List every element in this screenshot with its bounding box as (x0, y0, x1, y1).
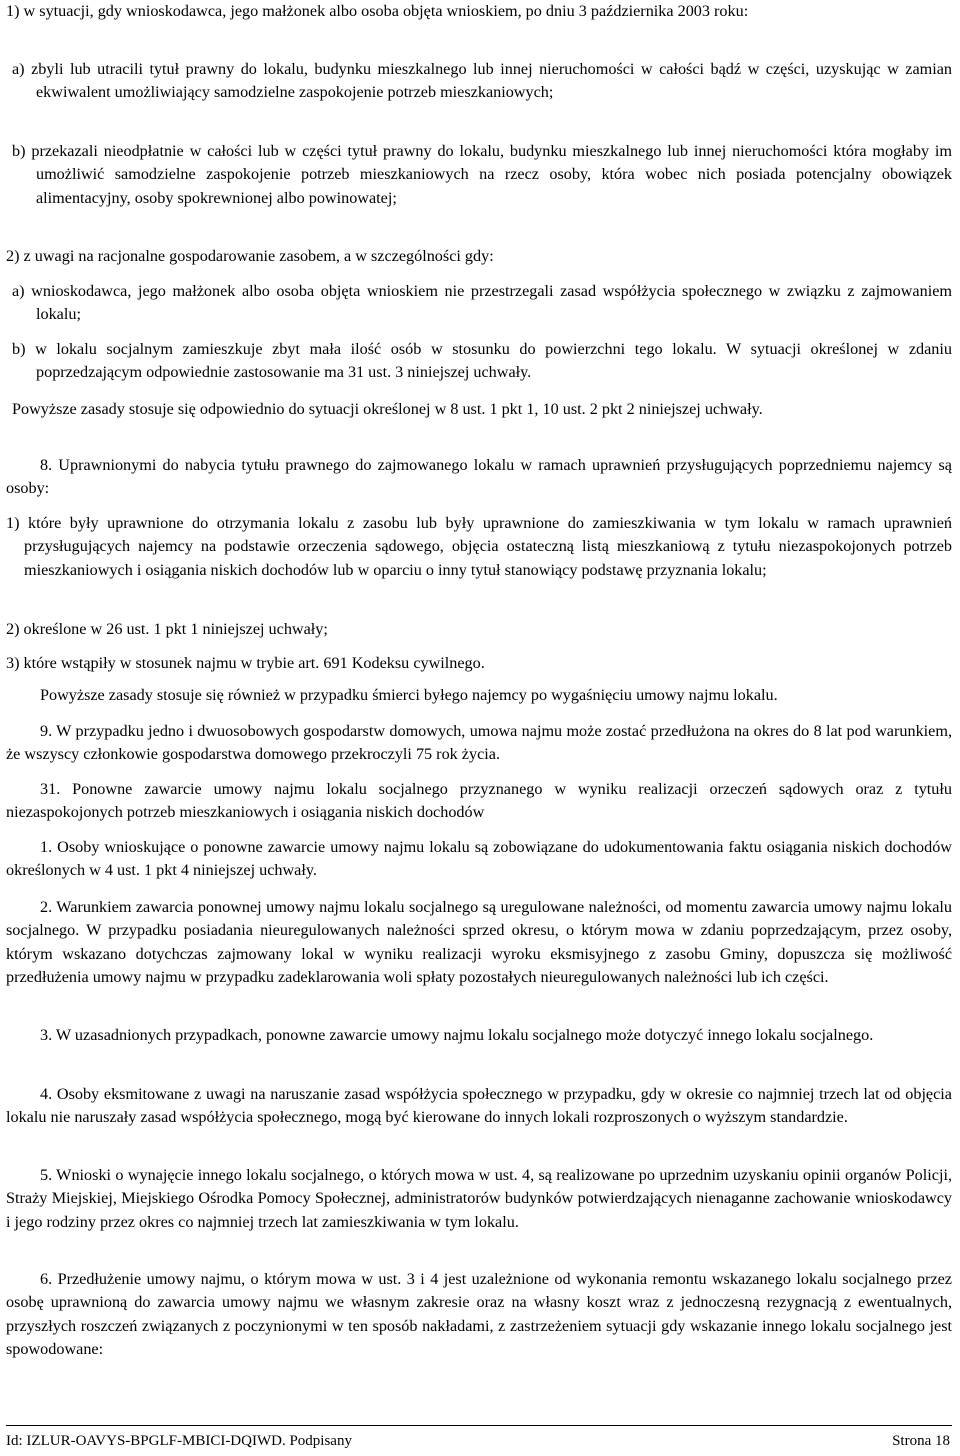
paragraph: Powyższe zasady stosuje się również w przypadku śmierci byłego najemcy po wygaśnięciu umowy najmu lokalu. (40, 686, 778, 704)
paragraph: 8. Uprawnionymi do nabycia tytułu prawnego do zajmowanego lokalu w ramach uprawnień przysługujących poprzedniemu najemcy są osoby: (6, 456, 952, 498)
paragraph: a) wnioskodawca, jego małżonek albo osoba objęta wnioskiem nie przestrzegali zasad współżycia społecznego w związku z zajmowaniem lokalu; (12, 282, 952, 324)
paragraph: Powyższe zasady stosuje się odpowiednio do sytuacji określonej w 8 ust. 1 pkt 1, 10 ust. 2 pkt 2 niniejszej uchwały. (12, 400, 763, 418)
paragraph: 2) określone w 26 ust. 1 pkt 1 niniejszej uchwały; (6, 620, 328, 638)
paragraph: 2. Warunkiem zawarcia ponownej umowy najmu lokalu socjalnego są uregulowane należności, od momentu zawarcia umowy najmu lokalu socjalnego. W przypadku posiadania nieuregulowanych należności sprzed okresu, o którym mowa w zdaniu poprzedzającym, przez osoby, którym wskazano dotychczas zajmowany lokal w wyniku realizacji wyroku eksmisyjnego z zasobu Gminy, dopuszcza się możliwość przedłużenia umowy najmu w przypadku zadeklarowania woli spłaty pozostałych nieuregulowanych należności lub ich części. (6, 898, 952, 987)
paragraph: 2) z uwagi na racjonalne gospodarowanie zasobem, a w szczególności gdy: (6, 247, 494, 265)
paragraph: b) przekazali nieodpłatnie w całości lub w części tytuł prawny do lokalu, budynku mieszkalnego lub innej nieruchomości która mogłaby im umożliwić samodzielne zaspokojenie potrzeb mieszkaniowych na rzecz osoby, która wobec nich posiada potencjalny obowiązek alimentacyjny, osoby spokrewnionej albo powinowatej; (12, 142, 952, 207)
paragraph: 1) w sytuacji, gdy wnioskodawca, jego małżonek albo osoba objęta wnioskiem, po dniu 3 października 2003 roku: (6, 2, 749, 20)
page-number: Strona 18 (892, 1433, 950, 1449)
paragraph: b) w lokalu socjalnym zamieszkuje zbyt mała ilość osób w stosunku do powierzchni tego lokalu. W sytuacji określonej w zdaniu poprzedzającym odpowiednie zastosowanie ma 31 ust. 3 niniejszej uchwały. (12, 340, 952, 382)
paragraph: 1. Osoby wnioskujące o ponowne zawarcie umowy najmu lokalu są zobowiązane do udokumentowania faktu osiągania niskich dochodów określonych w 4 ust. 1 pkt 4 niniejszej uchwały. (6, 838, 952, 880)
paragraph: 1) które były uprawnione do otrzymania lokalu z zasobu lub były uprawnione do zamieszkiwania w tym lokalu w ramach uprawnień przysługujących najemcy na podstawie orzeczenia sądowego, objęcia ostateczną listą mieszkaniową z tytułu niezaspokojonych potrzeb mieszkaniowych i osiągania niskich dochodów lub w oparciu o inny tytuł stanowiący podstawę przyznania lokalu; (6, 514, 952, 579)
paragraph: 4. Osoby eksmitowane z uwagi na naruszanie zasad współżycia społecznego w przypadku, gdy w okresie co najmniej trzech lat od objęcia lokalu nie naruszały zasad współżycia społecznego, mogą być kierowane do innych lokali rozproszonych o wyższym standardzie. (6, 1085, 952, 1127)
document-id: Id: IZLUR-OAVYS-BPGLF-MBICI-DQIWD. Podpisany (6, 1433, 352, 1449)
paragraph: a) zbyli lub utracili tytuł prawny do lokalu, budynku mieszkalnego lub innej nieruchomości w całości bądź w części, uzyskując w zamian ekwiwalent umożliwiający samodzielne zaspokojenie potrzeb mieszkaniowych; (12, 60, 952, 102)
paragraph: 9. W przypadku jedno i dwuosobowych gospodarstw domowych, umowa najmu może zostać przedłużona na okres do 8 lat pod warunkiem, że wszyscy członkowie gospodarstwa domowego przekroczyli 75 rok życia. (6, 722, 952, 764)
paragraph: 3. W uzasadnionych przypadkach, ponowne zawarcie umowy najmu lokalu socjalnego może dotyczyć innego lokalu socjalnego. (40, 1026, 874, 1044)
paragraph: 3) które wstąpiły w stosunek najmu w trybie art. 691 Kodeksu cywilnego. (6, 654, 485, 672)
footer-divider (6, 1425, 952, 1426)
paragraph: 5. Wnioski o wynajęcie innego lokalu socjalnego, o których mowa w ust. 4, są realizowane po uprzednim uzyskaniu opinii organów Policji, Straży Miejskiej, Miejskiego Ośrodka Pomocy Społecznej, administratorów budynków potwierdzających nienaganne zachowanie wnioskodawcy i jego rodziny przez okres co najmniej trzech lat zamieszkiwania w tym lokalu. (6, 1166, 952, 1231)
paragraph: 6. Przedłużenie umowy najmu, o którym mowa w ust. 3 i 4 jest uzależnione od wykonania remontu wskazanego lokalu socjalnego przez osobę uprawnioną do zawarcia umowy najmu we własnym zakresie oraz na własny koszt wraz z jednoczesną rezygnacją z ewentualnych, przyszłych roszczeń związanych z poczynionymi w ten sposób nakładami, z zastrzeżeniem sytuacji gdy wskazanie innego lokalu socjalnego jest spowodowane: (6, 1270, 952, 1359)
section-heading: 31. Ponowne zawarcie umowy najmu lokalu socjalnego przyznanego w wyniku realizacji orzeczeń sądowych oraz z tytułu niezaspokojonych potrzeb mieszkaniowych i osiągania niskich dochodów (6, 780, 952, 822)
